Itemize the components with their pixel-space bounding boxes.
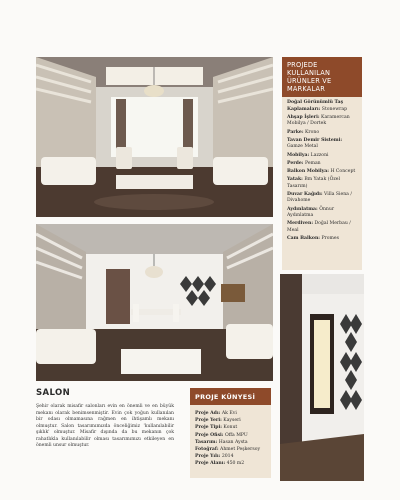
product-item: Cam Balkon: Promes xyxy=(287,236,339,242)
product-item: Doğal Görünümlü Taş Kaplamaları: Stonewrap xyxy=(287,100,348,112)
products-title: PROJEDE KULLANILAN ÜRÜNLER VE MARKALAR xyxy=(282,57,362,97)
accent-wall-photo xyxy=(280,274,364,481)
product-item: Duvar Kağıdı: Villa Siena / Divahome xyxy=(287,191,352,204)
living-room-photo-1 xyxy=(36,57,273,217)
project-item: Proje Yeri: Kayseri xyxy=(195,418,241,424)
products-list xyxy=(282,97,362,246)
product-item: Mobilya: Lazzoni xyxy=(287,152,329,158)
project-item: Proje Tipi: Konut xyxy=(195,425,238,431)
product-item: Ahşap İşleri: Karamercan Mobilya / Dortek xyxy=(287,114,350,127)
product-item: Yatak: Bm Yatak (Özel Tasarım) xyxy=(287,177,340,189)
project-item: Proje Alanı: 450 m2 xyxy=(195,461,245,467)
product-item: Aydınlatma: Önnur Aydınlatma xyxy=(287,206,335,219)
salon-body: Şehir olarak misafir salonları evin en önemli ve en büyük mekanı olarak benimsenmiştir. Evin çok yoğun kullanılan bir odası olmamasına rağmen en ihtişamlı mekanı olmuştur. Salon tasarımımızda önceliğimiz 'kullanılabilir şıklık' olmuştur. Misafir dışında da bu mekanın çok rahatlıkla kullanılabilir olması tasarımımızı etkileyen en önemli unsur olmuştur. xyxy=(36,404,174,448)
product-item: Tavan Demir Sistemi: Gamze Metal xyxy=(287,137,343,150)
products-panel xyxy=(282,57,362,270)
product-item: Perde: Peman xyxy=(287,160,321,166)
product-item: Merdiven: Doğal Merbau / Meal xyxy=(287,221,351,234)
project-card-list xyxy=(190,405,271,468)
project-item: Tasarım: Hasan Aysta xyxy=(195,439,248,445)
project-card-title: PROJE KÜNYESİ xyxy=(190,388,271,405)
product-item: Balkon Mobilya: H Concept xyxy=(287,168,356,174)
project-item: Proje Yılı: 2014 xyxy=(195,454,234,460)
project-item: Fotoğraf: Ahmet Peşkersoy xyxy=(195,447,261,453)
project-card xyxy=(190,388,271,478)
project-item: Proje Ofisi: Offa MPU xyxy=(195,432,248,438)
project-item: Proje Adı: Ak Evi xyxy=(195,411,237,416)
living-room-photo-2 xyxy=(36,224,273,381)
salon-title: SALON xyxy=(36,388,71,398)
product-item: Parke: Krono xyxy=(287,129,320,135)
